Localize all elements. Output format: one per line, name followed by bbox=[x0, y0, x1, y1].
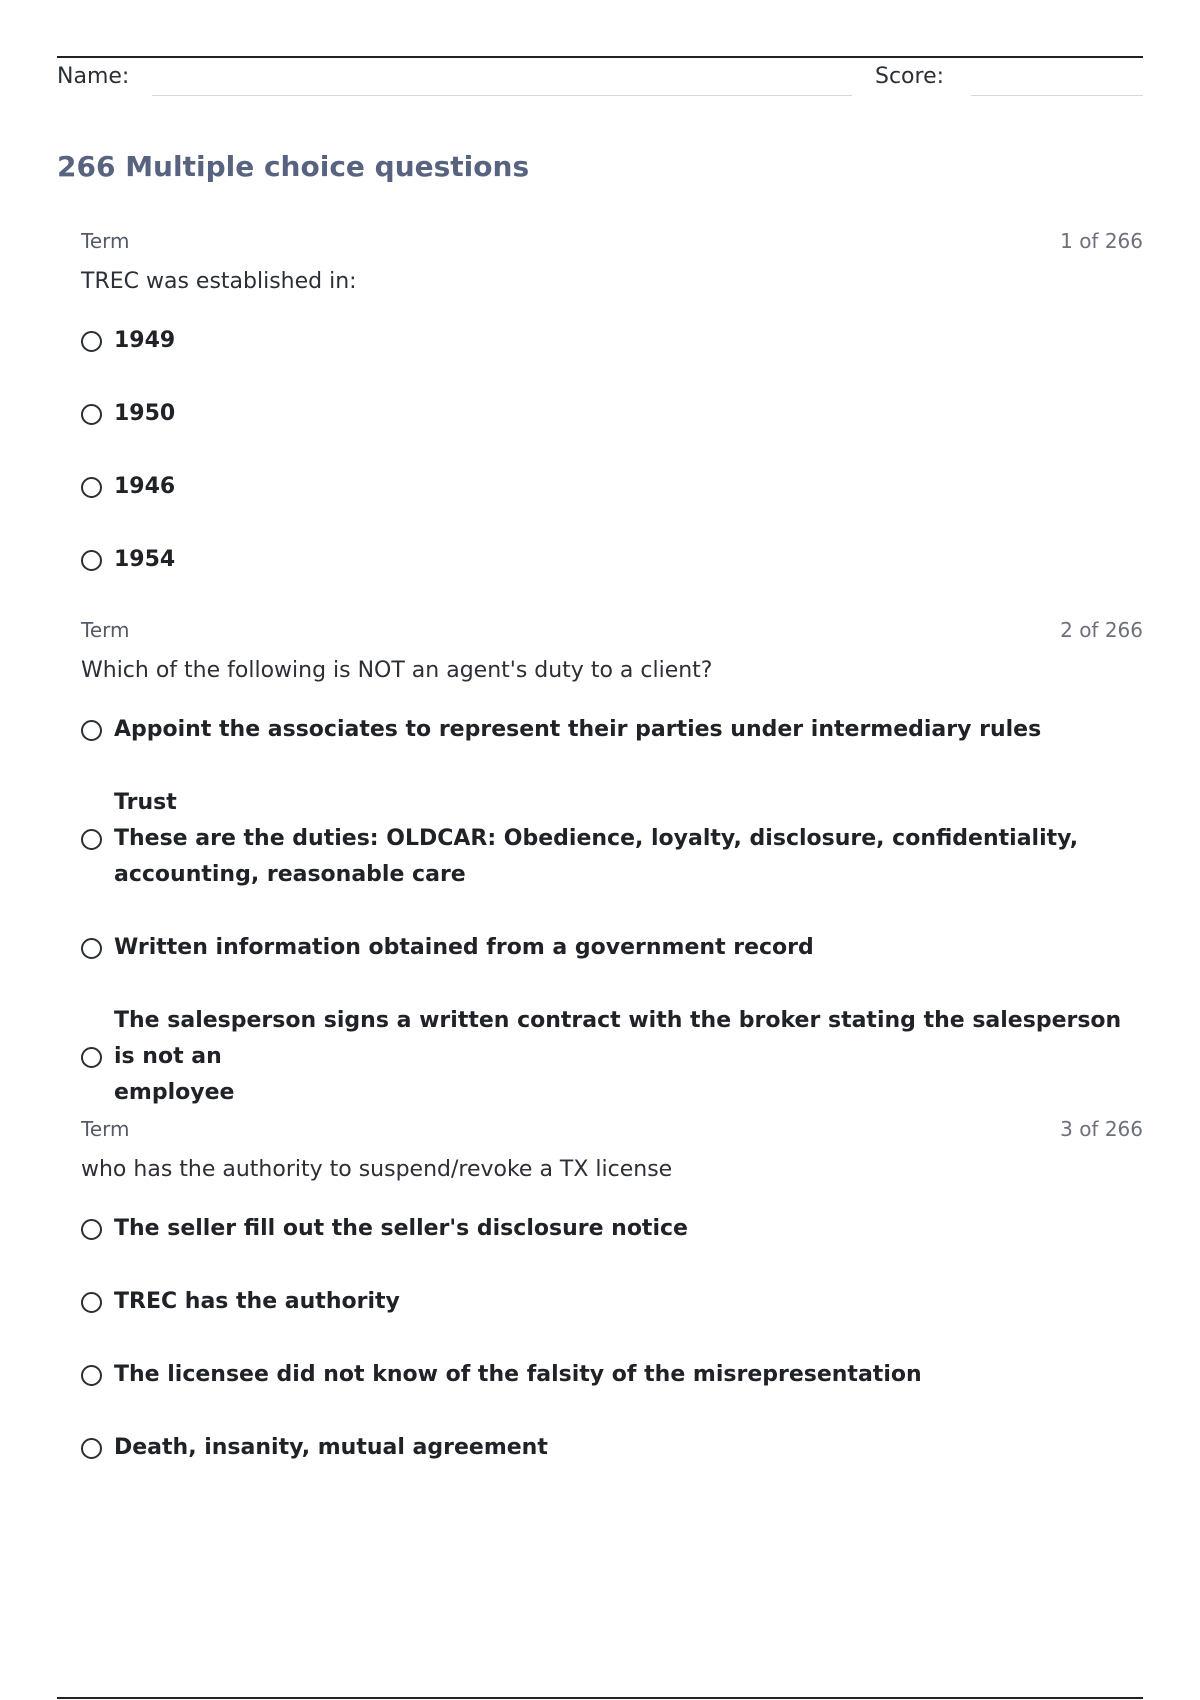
name-label: Name: bbox=[57, 64, 130, 89]
question-counter: 2 of 266 bbox=[1060, 618, 1143, 642]
answer-option-line: Trust bbox=[114, 790, 177, 816]
question-header bbox=[81, 1117, 1143, 1145]
answer-option-label: Written information obtained from a government record bbox=[114, 935, 814, 961]
question-counter: 3 of 266 bbox=[1060, 1117, 1143, 1141]
term-label: Term bbox=[81, 229, 130, 253]
answer-option[interactable] bbox=[81, 323, 1143, 359]
answer-option[interactable] bbox=[81, 396, 1143, 432]
score-label: Score: bbox=[875, 64, 945, 89]
radio-button-icon[interactable] bbox=[81, 720, 102, 741]
answer-option-label: The licensee did not know of the falsity of the misrepresentation bbox=[114, 1362, 922, 1388]
score-field-line bbox=[971, 95, 1143, 96]
question-2 bbox=[81, 618, 1143, 1111]
answer-option[interactable] bbox=[81, 1211, 1143, 1247]
question-header bbox=[81, 618, 1143, 646]
radio-button-icon[interactable] bbox=[81, 1365, 102, 1386]
answer-options bbox=[81, 323, 1143, 578]
answer-option-label: 1950 bbox=[114, 401, 176, 427]
answer-option-line: accounting, reasonable care bbox=[114, 862, 466, 888]
question-prompt: who has the authority to suspend/revoke a TX license bbox=[81, 1157, 673, 1182]
radio-button-icon[interactable] bbox=[81, 1292, 102, 1313]
answer-options bbox=[81, 1211, 1143, 1466]
radio-button-icon[interactable] bbox=[81, 550, 102, 571]
answer-option[interactable] bbox=[81, 1357, 1143, 1393]
answer-option-line: The salesperson signs a written contract with the broker stating the salesperson is not an bbox=[114, 1008, 1122, 1070]
answer-option[interactable] bbox=[81, 469, 1143, 505]
question-prompt: TREC was established in: bbox=[81, 269, 357, 294]
question-3 bbox=[81, 1117, 1143, 1466]
answer-option-label: 1949 bbox=[114, 328, 176, 354]
answer-option-label bbox=[114, 785, 1078, 893]
question-counter: 1 of 266 bbox=[1060, 229, 1143, 253]
radio-button-icon[interactable] bbox=[81, 404, 102, 425]
top-divider bbox=[57, 56, 1143, 58]
answer-option[interactable] bbox=[81, 930, 1143, 966]
answer-option-label: Death, insanity, mutual agreement bbox=[114, 1435, 548, 1461]
answer-option[interactable] bbox=[81, 1430, 1143, 1466]
question-header bbox=[81, 229, 1143, 257]
radio-button-icon[interactable] bbox=[81, 1047, 102, 1068]
question-1 bbox=[81, 229, 1143, 578]
answer-option[interactable] bbox=[81, 785, 1143, 893]
term-label: Term bbox=[81, 1117, 130, 1141]
name-field-line bbox=[152, 95, 852, 96]
answer-option[interactable] bbox=[81, 542, 1143, 578]
answer-option[interactable] bbox=[81, 712, 1143, 748]
answer-option[interactable] bbox=[81, 1284, 1143, 1320]
page-title: 266 Multiple choice questions bbox=[57, 150, 530, 183]
answer-option-label: 1946 bbox=[114, 474, 176, 500]
answer-option-label: 1954 bbox=[114, 547, 176, 573]
answer-option-label: The seller fill out the seller's disclosure notice bbox=[114, 1216, 688, 1242]
term-label: Term bbox=[81, 618, 130, 642]
radio-button-icon[interactable] bbox=[81, 938, 102, 959]
radio-button-icon[interactable] bbox=[81, 477, 102, 498]
bottom-divider bbox=[57, 1697, 1143, 1699]
worksheet-page bbox=[57, 0, 1143, 1700]
question-prompt: Which of the following is NOT an agent's duty to a client? bbox=[81, 658, 713, 683]
radio-button-icon[interactable] bbox=[81, 331, 102, 352]
answer-option-label: Appoint the associates to represent their parties under intermediary rules bbox=[114, 717, 1042, 743]
answer-option-label: TREC has the authority bbox=[114, 1289, 400, 1315]
radio-button-icon[interactable] bbox=[81, 829, 102, 850]
answer-option-line: employee bbox=[114, 1080, 235, 1106]
answer-options bbox=[81, 712, 1143, 1111]
radio-button-icon[interactable] bbox=[81, 1219, 102, 1240]
answer-option-line: These are the duties: OLDCAR: Obedience, loyalty, disclosure, confidentiality, bbox=[114, 826, 1079, 852]
answer-option-label bbox=[114, 1003, 1143, 1111]
answer-option[interactable] bbox=[81, 1003, 1143, 1111]
radio-button-icon[interactable] bbox=[81, 1438, 102, 1459]
